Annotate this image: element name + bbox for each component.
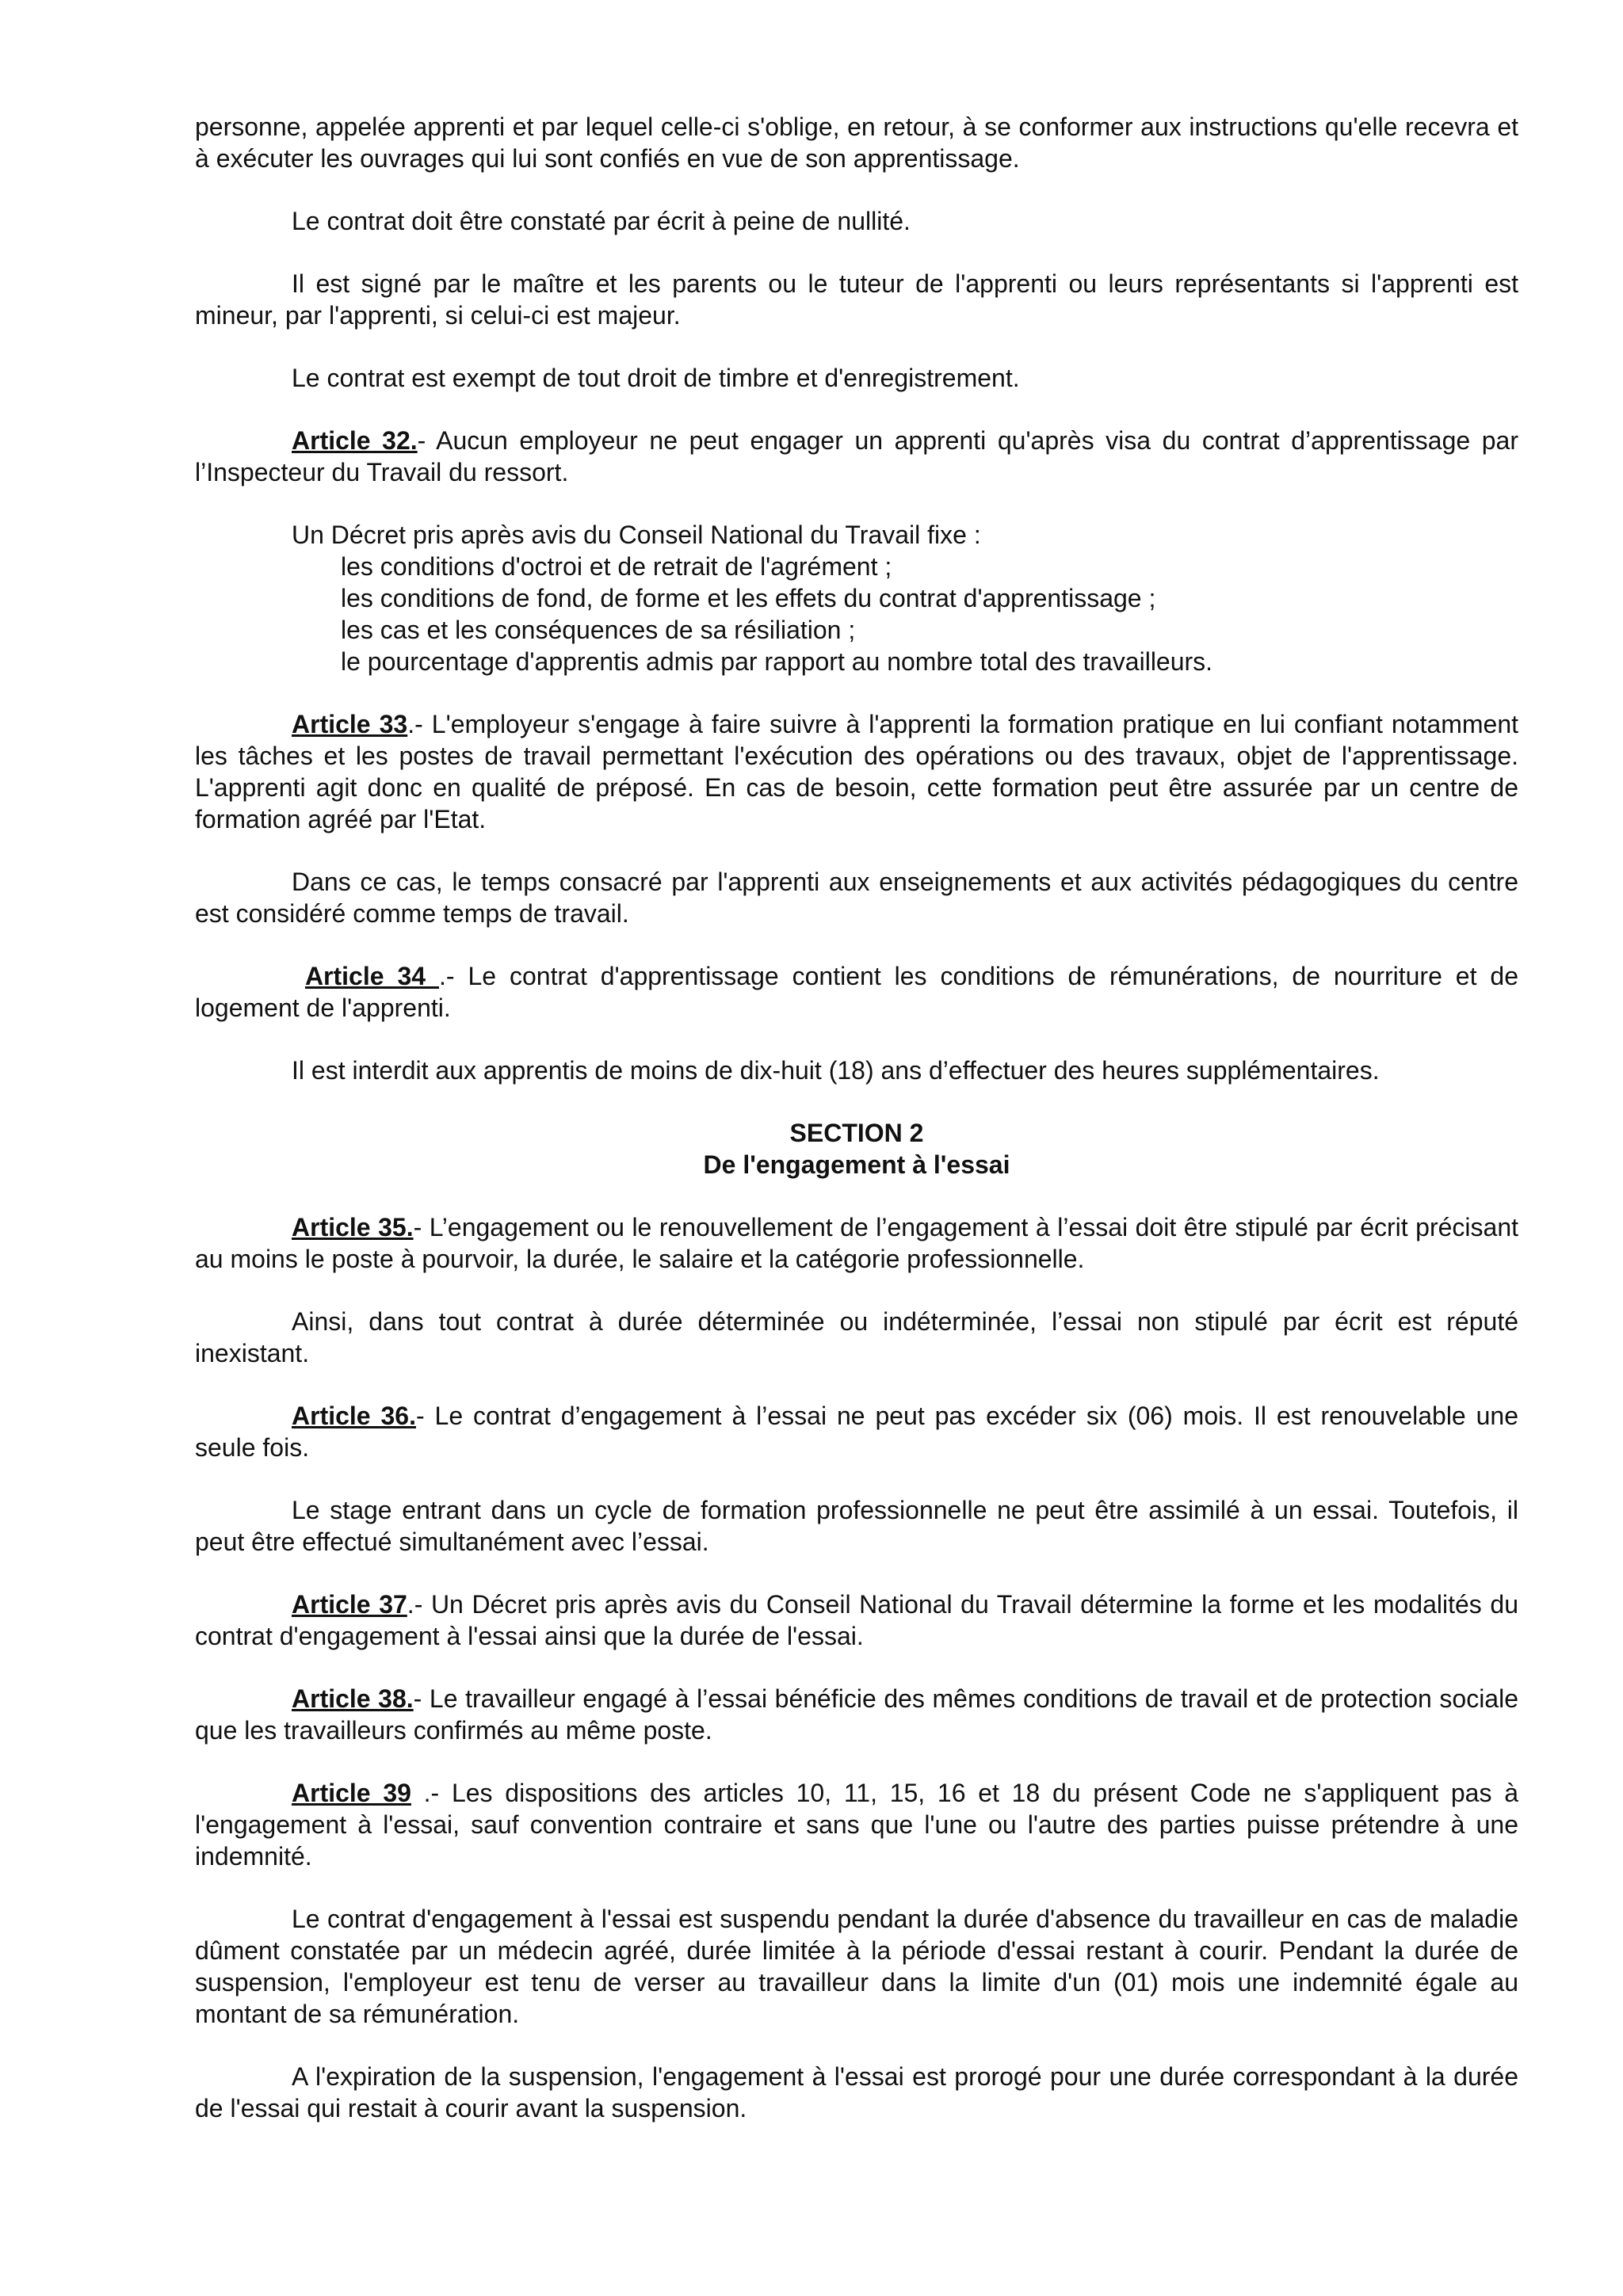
article-37-text: .- Un Décret pris après avis du Conseil National du Travail détermine la forme et les modalités du contrat d'engagement à l'essai ainsi que la durée de l'essai.	[195, 1590, 1519, 1650]
paragraph-apprenti-definition: personne, appelée apprenti et par lequel celle-ci s'oblige, en retour, à se conformer aux instructions qu'elle recevra et à exécuter les ouvrages qui lui sont confiés en vue de son apprentissage.	[195, 113, 1518, 173]
article-32-text: - Aucun employeur ne peut engager un apprenti qu'après visa du contrat d’apprentissage par l’Inspecteur du Travail du ressort.	[195, 426, 1519, 486]
article-39-paragraph-2: Le contrat d'engagement à l'essai est suspendu pendant la durée d'absence du travailleur en cas de maladie dûment constatée par un médecin agréé, durée limitée à la période d'essai restant à courir. Pendant la durée de suspension, l'employeur est tenu de verser au travailleur dans la limite d'un (01) mois une indemnité égale au montant de sa rémunération.	[195, 1905, 1518, 2028]
paragraph-signatories: Il est signé par le maître et les parents ou le tuteur de l'apprenti ou leurs représentants si l'apprenti est mineur, par l'apprenti, si celui-ci est majeur.	[195, 269, 1518, 330]
article-32-decree-block	[292, 519, 1518, 677]
section-subtitle: De l'engagement à l'essai	[703, 1150, 1010, 1179]
article-35-text: - L’engagement ou le renouvellement de l’engagement à l’essai doit être stipulé par écrit précisant au moins le poste à pourvoir, la durée, le salaire et la catégorie professionnelle.	[195, 1213, 1519, 1273]
paragraph-stamp-exemption: Le contrat est exempt de tout droit de timbre et d'enregistrement.	[292, 364, 1020, 392]
article-32-label: Article 32.	[292, 426, 418, 455]
article-38-paragraph	[195, 1683, 1518, 1746]
section-title: SECTION 2	[789, 1119, 924, 1147]
article-32-paragraph	[195, 425, 1518, 488]
article-36-text: - Le contrat d’engagement à l’essai ne peut pas excéder six (06) mois. Il est renouvelable une seule fois.	[195, 1402, 1519, 1462]
article-34-label: Article 34	[304, 962, 439, 990]
list-item: le pourcentage d'apprentis admis par rapport au nombre total des travailleurs.	[341, 647, 1213, 676]
article-36-paragraph	[195, 1400, 1518, 1463]
list-item: les conditions d'octroi et de retrait de l'agrément ;	[341, 552, 892, 581]
list-item: les cas et les conséquences de sa résiliation ;	[341, 616, 856, 644]
decree-list	[292, 551, 1518, 677]
article-34-paragraph	[195, 960, 1518, 1024]
article-38-text: - Le travailleur engagé à l’essai bénéficie des mêmes conditions de travail et de protection sociale que les travailleurs confirmés au même poste.	[195, 1684, 1519, 1745]
document-page	[195, 111, 1518, 2155]
article-36-paragraph-2: Le stage entrant dans un cycle de formation professionnelle ne peut être assimilé à un essai. Toutefois, il peut être effectué simultanément avec l’essai.	[195, 1496, 1518, 1556]
article-34-paragraph-2: Il est interdit aux apprentis de moins de dix-huit (18) ans d’effectuer des heures supplémentaires.	[292, 1056, 1380, 1085]
article-36-label: Article 36.	[292, 1402, 416, 1430]
article-37-label: Article 37	[292, 1590, 407, 1619]
article-35-paragraph-2: Ainsi, dans tout contrat à durée déterminée ou indéterminée, l’essai non stipulé par écrit est réputé inexistant.	[195, 1307, 1518, 1367]
article-39-paragraph-3: A l'expiration de la suspension, l'engagement à l'essai est prorogé pour une durée correspondant à la durée de l'essai qui restait à courir avant la suspension.	[195, 2062, 1518, 2122]
decree-intro: Un Décret pris après avis du Conseil National du Travail fixe :	[292, 521, 981, 549]
article-39-paragraph	[195, 1777, 1518, 1872]
article-33-paragraph-2: Dans ce cas, le temps consacré par l'apprenti aux enseignements et aux activités pédagogiques du centre est considéré comme temps de travail.	[195, 868, 1518, 928]
article-39-label: Article 39	[292, 1779, 411, 1807]
section-2-heading	[195, 1117, 1518, 1180]
article-33-text: .- L'employeur s'engage à faire suivre à l'apprenti la formation pratique en lui confiant notamment les tâches et les postes de travail permettant l'exécution des opérations ou des travaux, objet de l'apprentissage. L'apprenti agit donc en qualité de préposé. En cas de besoin, cette formation peut être assurée par un centre de formation agréé par l'Etat.	[195, 710, 1519, 833]
article-35-label: Article 35.	[292, 1213, 414, 1241]
article-38-label: Article 38.	[292, 1684, 414, 1713]
article-35-paragraph	[195, 1211, 1518, 1275]
paragraph-written-contract: Le contrat doit être constaté par écrit à peine de nullité.	[292, 207, 911, 235]
article-37-paragraph	[195, 1589, 1518, 1652]
article-34-text: .- Le contrat d'apprentissage contient les conditions de rémunérations, de nourriture et de logement de l'apprenti.	[195, 962, 1519, 1022]
list-item: les conditions de fond, de forme et les effets du contrat d'apprentissage ;	[341, 584, 1156, 612]
article-33-paragraph	[195, 708, 1518, 835]
article-33-label: Article 33	[292, 710, 408, 738]
article-39-text: .- Les dispositions des articles 10, 11, 15, 16 et 18 du présent Code ne s'appliquent pas à l'engagement à l'essai, sauf convention contraire et sans que l'une ou l'autre des parties puisse prétendre à une indemnité.	[195, 1779, 1518, 1871]
